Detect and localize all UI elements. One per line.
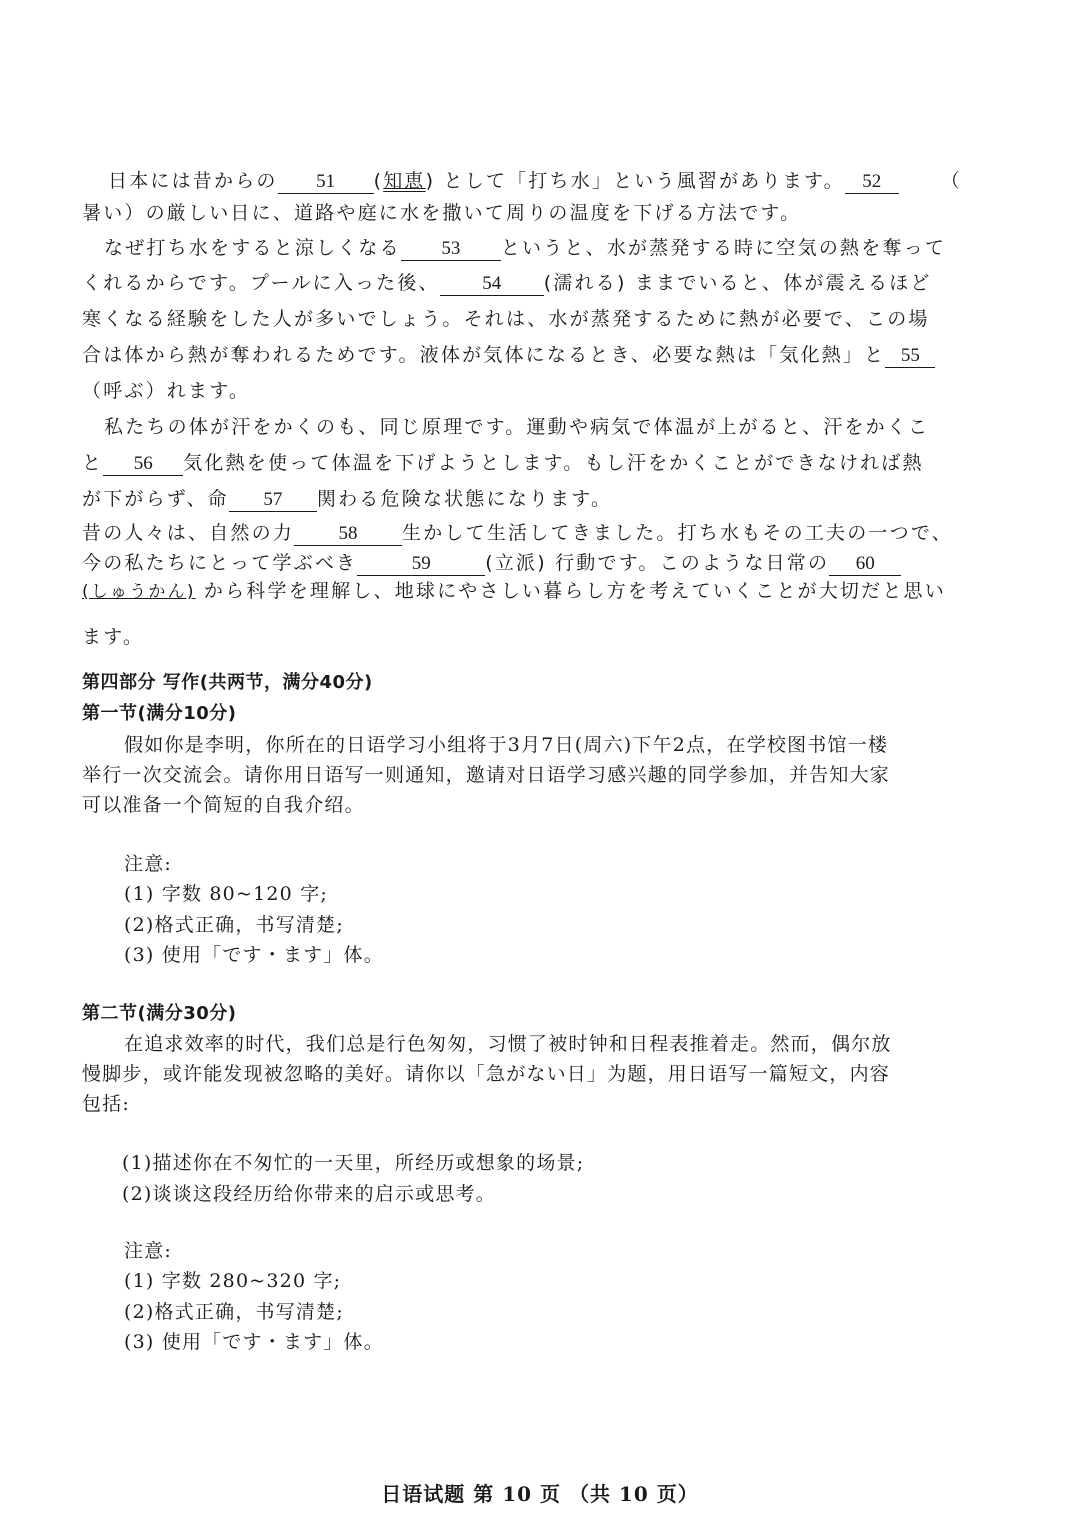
blank-55: 55	[885, 345, 935, 368]
passage-line	[82, 270, 942, 296]
page-footer: 日语试题 第 10 页 （共 10 页）	[381, 1482, 699, 1506]
blank-52: 52	[845, 171, 899, 194]
passage-line: 寒くなる経験をした人が多いでしょう。それは、水が蒸発するために熱が必要で、この場	[82, 308, 930, 330]
note-item: (1) 字数 80~120 字;	[124, 883, 328, 905]
prompt-line: 包括:	[82, 1093, 131, 1115]
passage-line	[82, 520, 953, 546]
passage-line: （呼ぶ）れます。	[82, 380, 251, 402]
passage-line: ます。	[82, 626, 145, 648]
passage-text: から科学を理解し、地球にやさしい暮らし方を考えていくことが大切だと思い	[195, 580, 946, 602]
passage-text: と	[82, 452, 104, 474]
passage-line	[82, 550, 942, 576]
prompt-line: 慢脚步，或许能发现被忽略的美好。请你以「急がない日」为题，用日语写一篇短文，内容	[82, 1063, 891, 1085]
prompt-line: 举行一次交流会。请你用日语写一则通知，邀请对日语学习感兴趣的同学参加，并告知大家	[82, 764, 891, 786]
note-item: (3) 使用「です・ます」体。	[124, 1331, 384, 1353]
blank-54: 54	[440, 273, 544, 296]
passage-text: (濡れる) ままでいると、体が震えるほど	[543, 272, 932, 294]
passage-text: というと、水が蒸発する時に空気の熱を奪って	[500, 237, 947, 259]
blank-53: 53	[401, 238, 501, 261]
passage-text: 関わる危険な状態になります。	[316, 488, 613, 510]
note-item: (2)格式正确，书写清楚;	[124, 1301, 344, 1323]
content-item: (1)描述你在不匆忙的一天里，所经历或想象的场景;	[122, 1152, 585, 1174]
passage-line: 暑い）の厳しい日に、道路や庭に水を撒いて周りの温度を下げる方法です。	[82, 202, 802, 224]
passage-text: くれるからです。プールに入った後、	[82, 272, 440, 294]
passage-text: 日本には昔からの	[108, 170, 278, 192]
section-title: 第二节(满分30分)	[82, 1003, 237, 1024]
part-title: 第四部分 写作(共两节，满分40分)	[82, 672, 373, 693]
passage-text: なぜ打ち水をすると涼しくなる	[104, 237, 401, 259]
note-title: 注意:	[124, 853, 173, 875]
blank-58: 58	[294, 523, 402, 546]
content-item: (2)谈谈这段经历给你带来的启示或思考。	[122, 1183, 496, 1205]
passage-line	[82, 578, 946, 605]
note-item: (1) 字数 280~320 字;	[124, 1270, 342, 1292]
passage-text: ) として「打ち水」という風習があります。	[425, 170, 845, 192]
passage-text: 今の私たちにとって学ぶべき	[82, 552, 358, 574]
passage-line	[104, 235, 964, 261]
passage-line	[82, 486, 942, 512]
blank-51: 51	[278, 171, 374, 194]
annotated-word: 知恵	[383, 170, 426, 192]
passage-text: 合は体から熱が奪われるためです。液体が気体になるとき、必要な熱は「気化熱」と	[82, 344, 886, 366]
passage-text: (	[373, 170, 384, 192]
prompt-line: 可以准备一个简短的自我介绍。	[82, 794, 365, 816]
prompt-line: 假如你是李明，你所在的日语学习小组将于3月7日(周六)下午2点，在学校图书馆一楼	[124, 734, 889, 756]
blank-59: 59	[357, 553, 485, 576]
passage-text: (立派) 行動です。このような日常の	[485, 552, 830, 574]
blank-56: 56	[103, 453, 183, 476]
passage-text: 気化熱を使って体温を下げようとします。もし汗をかくことができなければ熱	[183, 452, 924, 474]
passage-text: 生かして生活してきました。打ち水もその工夫の一つで、	[402, 522, 953, 544]
passage-line: 私たちの体が汗をかくのも、同じ原理です。運動や病気で体温が上がると、汗をかくこ	[104, 416, 930, 438]
note-title: 注意:	[124, 1240, 173, 1262]
blank-60: 60	[829, 553, 901, 576]
annotated-word: (しゅうかん)	[82, 582, 196, 602]
blank-57: 57	[229, 489, 317, 512]
passage-text: が下がらず、命	[82, 488, 229, 510]
passage-line	[82, 450, 942, 476]
section-title: 第一节(满分10分)	[82, 703, 237, 724]
passage-text: （	[940, 170, 962, 192]
passage-line	[82, 342, 942, 368]
note-item: (2)格式正确，书写清楚;	[124, 914, 344, 936]
passage-line	[108, 168, 968, 194]
prompt-line: 在追求效率的时代，我们总是行色匆匆，习惯了被时钟和日程表推着走。然而，偶尔放	[124, 1033, 892, 1055]
passage-text: 昔の人々は、自然の力	[82, 522, 295, 544]
note-item: (3) 使用「です・ます」体。	[124, 944, 384, 966]
